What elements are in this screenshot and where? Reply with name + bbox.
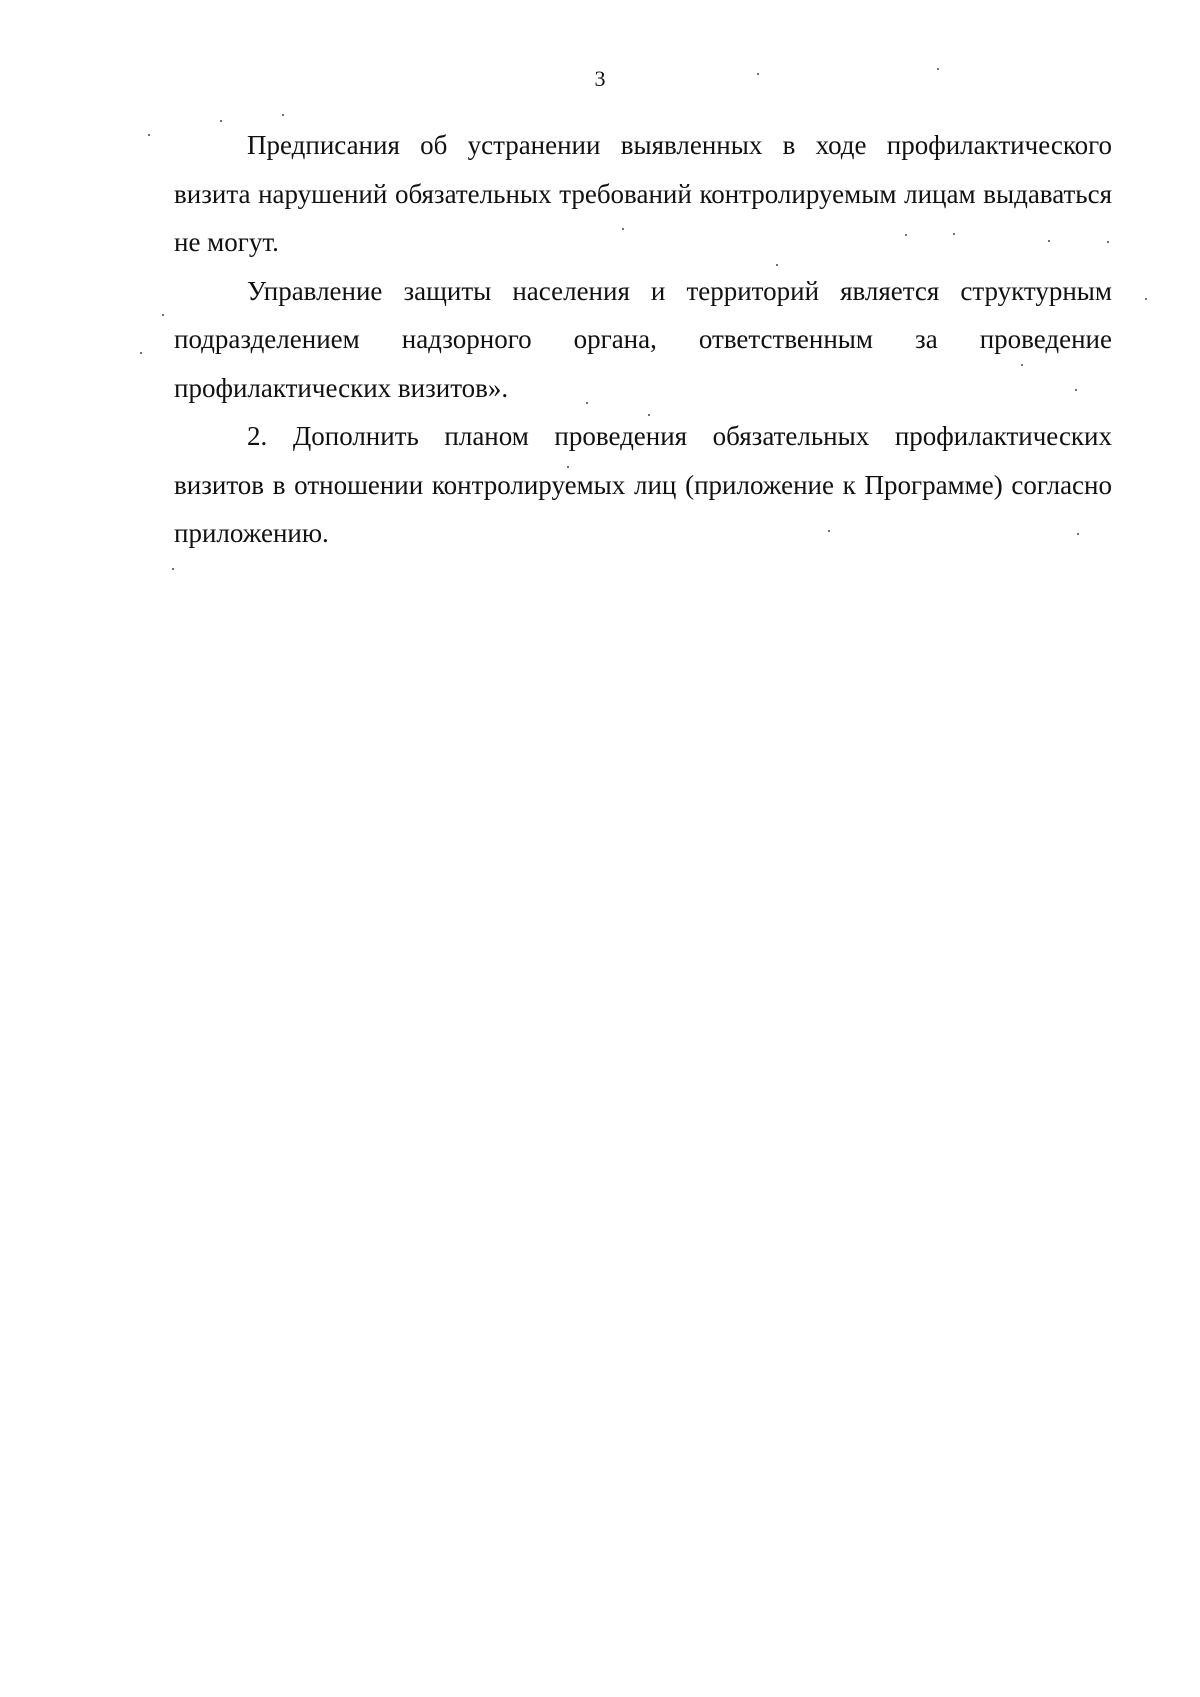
document-body bbox=[174, 121, 1112, 558]
paragraph-amendment: 2. Дополнить планом проведения обязательных профилактических визитов в отношении контролируемых лиц (приложение к Программе) согласно приложению. bbox=[174, 421, 1112, 548]
paragraph-prescriptions: Предписания об устранении выявленных в ходе профилактического визита нарушений обязательных требований контролируемым лицам выдаваться не могут. bbox=[174, 130, 1112, 257]
page-number: 3 bbox=[594, 66, 606, 91]
paragraph-department: Управление защиты населения и территорий является структурным подразделением надзорного органа, ответственным за проведение профилактических визитов». bbox=[174, 275, 1112, 403]
